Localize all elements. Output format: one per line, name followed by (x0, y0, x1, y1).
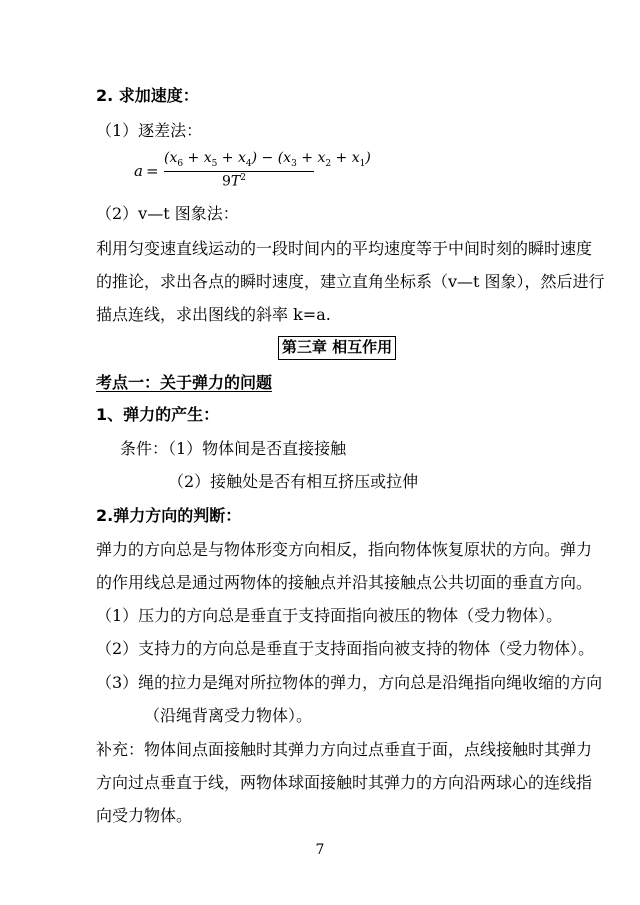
supplement-line-1: 补充：物体间点面接触时其弹力方向过点垂直于面，点线接触时其弹力 (96, 740, 593, 759)
page-number: 7 (315, 842, 325, 858)
direction-para-line-2: 的作用线总是通过两物体的接触点并沿其接触点公共切面的垂直方向。 (96, 573, 593, 592)
chapter-title-box: 第三章 相互作用 (278, 336, 396, 360)
method2-label: （2）v—t 图象法： (96, 204, 239, 223)
elastic-force-origin-title: 1、弹力的产生： (96, 405, 220, 424)
elastic-direction-title: 2.弹力方向的判断： (96, 506, 242, 525)
formula-denominator: $9T^2$ (222, 173, 246, 190)
direction-para-line-1: 弹力的方向总是与物体形变方向相反，指向物体恢复原状的方向。弹力 (96, 540, 593, 559)
topic1-title: 考点一：关于弹力的问题 (96, 373, 273, 392)
formula-equals: = (146, 162, 159, 180)
method1-label: （1）逐差法： (96, 121, 203, 140)
item-tension-cont: （沿绳背离受力物体）。 (144, 706, 313, 725)
formula-numerator: $(x_6 + x_5 + x_4) - (x_3 + x_2 + x_1)$ (164, 150, 371, 169)
paragraph-line-2: 的推论，求出各点的瞬时速度，建立直角坐标系（v—t 图象），然后进行 (96, 272, 605, 291)
paragraph-line-1: 利用匀变速直线运动的一段时间内的平均速度等于中间时刻的瞬时速度 (96, 239, 593, 258)
item-pressure: （1）压力的方向总是垂直于支持面指向被压的物体（受力物体）。 (96, 606, 563, 625)
supplement-line-2: 方向过点垂直于线，两物体球面接触时其弹力的方向沿两球心的连线指 (96, 773, 593, 792)
supplement-line-3: 向受力物体。 (96, 806, 193, 825)
item-support: （2）支持力的方向总是垂直于支持面指向被支持的物体（受力物体）。 (96, 639, 595, 658)
condition-2: （2）接触处是否有相互挤压或拉伸 (168, 472, 419, 491)
formula-successive-difference (134, 150, 371, 192)
section-title-acceleration: 2. 求加速度： (96, 86, 199, 105)
condition-1: 条件：（1）物体间是否直接接触 (120, 439, 347, 458)
formula-lhs: a (134, 162, 143, 180)
paragraph-line-3: 描点连线，求出图线的斜率 k=a. (96, 305, 331, 324)
fraction-bar (164, 171, 314, 172)
item-tension: （3）绳的拉力是绳对所拉物体的弹力，方向总是沿绳指向绳收缩的方向 (96, 673, 603, 692)
